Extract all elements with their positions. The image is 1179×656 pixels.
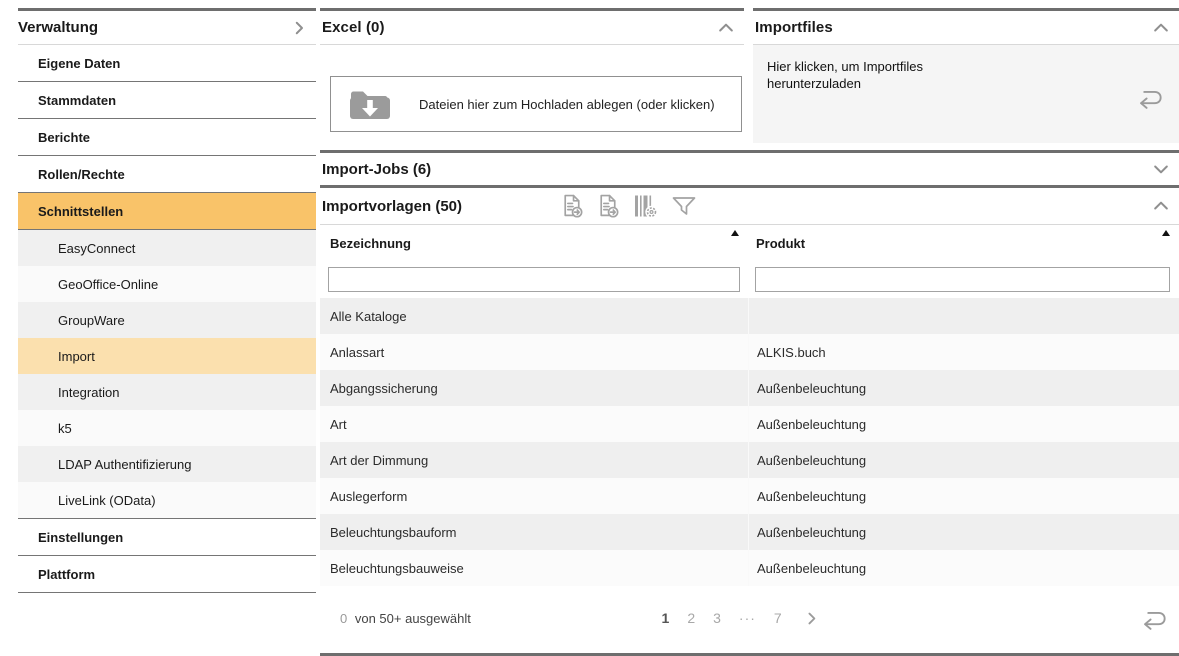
chevron-right-icon[interactable] (290, 19, 308, 37)
cell-produkt: Außenbeleuchtung (748, 406, 1179, 442)
sidebar-item-einstellungen[interactable]: Einstellungen (18, 519, 316, 556)
importvorlagen-panel (320, 185, 1179, 656)
return-arrow-icon[interactable] (1133, 87, 1163, 110)
file-dropzone[interactable] (330, 76, 742, 132)
cell-produkt: ALKIS.buch (748, 334, 1179, 370)
importfiles-panel (753, 8, 1179, 150)
folder-upload-icon (347, 85, 393, 123)
importfiles-download-hint[interactable]: Hier klicken, um Importfiles herunterzuladen (767, 59, 924, 91)
cell-bezeichnung: Art der Dimmung (330, 452, 429, 468)
column-label: Bezeichnung (330, 235, 411, 251)
filter-input-produkt[interactable] (755, 267, 1170, 292)
table-row[interactable] (320, 550, 1179, 586)
document-import-icon[interactable] (560, 193, 585, 219)
cell-produkt: Außenbeleuchtung (748, 370, 1179, 406)
cell-produkt: Außenbeleuchtung (748, 478, 1179, 514)
cell-bezeichnung: Beleuchtungsbauform (330, 524, 457, 540)
table-row[interactable] (320, 298, 1179, 334)
filter-cell (320, 261, 748, 298)
panel-gap (744, 8, 753, 150)
sidebar (0, 8, 316, 656)
sidebar-item-rollen-rechte[interactable]: Rollen/Rechte (18, 156, 316, 193)
sidebar-item-groupware[interactable]: GroupWare (18, 302, 316, 338)
sidebar-items (18, 45, 316, 593)
selection-info (340, 611, 471, 626)
table-row[interactable] (320, 478, 1179, 514)
import-jobs-header[interactable] (320, 150, 1179, 185)
sort-asc-icon (1162, 230, 1170, 236)
import-jobs-title: Import-Jobs (6) (322, 160, 432, 178)
pagination-page-3[interactable]: 3 (713, 610, 721, 626)
filter-cell (748, 261, 1179, 298)
pagination-page-1[interactable]: 1 (661, 610, 670, 626)
table-row[interactable] (320, 334, 1179, 370)
table-filter-row (320, 261, 1179, 298)
pagination-pages (653, 610, 791, 626)
filter-input-bezeichnung[interactable] (328, 267, 740, 292)
excel-panel-header[interactable] (320, 8, 744, 45)
importvorlagen-header[interactable] (320, 188, 1179, 225)
selection-label: von 50+ ausgewählt (354, 610, 471, 626)
sidebar-item-livelink-odata[interactable]: LiveLink (OData) (18, 482, 316, 518)
top-panels-row (320, 8, 1179, 150)
pagination-page-7[interactable]: 7 (773, 610, 782, 626)
pagination (653, 610, 820, 627)
chevron-up-icon[interactable] (716, 18, 736, 38)
document-import-icon[interactable] (596, 193, 621, 219)
importfiles-panel-header[interactable] (753, 8, 1179, 45)
column-header-produkt[interactable] (748, 225, 1179, 261)
cell-bezeichnung: Alle Kataloge (330, 308, 407, 324)
dropzone-label: Dateien hier zum Hochladen ablegen (oder klicken) (419, 96, 715, 112)
selection-count: 0 (340, 610, 348, 626)
pagination-page-2[interactable]: 2 (687, 610, 696, 626)
table-body (320, 298, 1179, 586)
chevron-down-icon[interactable] (1151, 159, 1171, 179)
sidebar-item-schnittstellen[interactable]: Schnittstellen (18, 193, 316, 230)
cell-produkt (748, 298, 1179, 334)
cell-produkt: Außenbeleuchtung (748, 550, 1179, 586)
column-header-bezeichnung[interactable] (320, 225, 748, 261)
sidebar-item-eigene-daten[interactable]: Eigene Daten (18, 45, 316, 82)
sidebar-item-plattform[interactable]: Plattform (18, 556, 316, 593)
table-header-row (320, 225, 1179, 261)
cell-bezeichnung: Abgangssicherung (330, 380, 438, 396)
table-row[interactable] (320, 514, 1179, 550)
cell-produkt: Außenbeleuchtung (748, 442, 1179, 478)
importfiles-panel-body (753, 45, 1179, 143)
sidebar-item-geooffice-online[interactable]: GeoOffice-Online (18, 266, 316, 302)
sidebar-title: Verwaltung (18, 19, 99, 36)
sidebar-item-import[interactable]: Import (18, 338, 316, 374)
table-footer (320, 586, 1179, 650)
table-row[interactable] (320, 370, 1179, 406)
sidebar-item-ldap-authentifizierung[interactable]: LDAP Authentifizierung (18, 446, 316, 482)
importvorlagen-toolbar (560, 193, 698, 219)
table-row[interactable] (320, 406, 1179, 442)
cell-bezeichnung: Auslegerform (330, 488, 408, 504)
cell-bezeichnung: Anlassart (330, 344, 385, 360)
pagination-ellipsis: ··· (738, 610, 756, 626)
chevron-up-icon[interactable] (1151, 18, 1171, 38)
importvorlagen-title: Importvorlagen (50) (322, 197, 463, 215)
importfiles-panel-title: Importfiles (755, 19, 833, 36)
sidebar-item-stammdaten[interactable]: Stammdaten (18, 82, 316, 119)
sidebar-header[interactable] (18, 8, 316, 45)
chevron-up-icon[interactable] (1151, 196, 1171, 216)
excel-panel-title: Excel (0) (322, 19, 385, 36)
excel-panel (320, 8, 744, 150)
cell-bezeichnung: Beleuchtungsbauweise (330, 560, 464, 576)
main-area (320, 8, 1179, 656)
sort-asc-icon (731, 230, 739, 236)
sidebar-item-k5[interactable]: k5 (18, 410, 316, 446)
next-page-icon[interactable] (803, 610, 820, 627)
sidebar-item-berichte[interactable]: Berichte (18, 119, 316, 156)
sidebar-item-integration[interactable]: Integration (18, 374, 316, 410)
sidebar-item-easyconnect[interactable]: EasyConnect (18, 230, 316, 266)
cell-bezeichnung: Art (330, 416, 347, 432)
excel-panel-body (320, 45, 744, 150)
cell-produkt: Außenbeleuchtung (748, 514, 1179, 550)
return-arrow-icon[interactable] (1137, 608, 1167, 631)
filter-icon[interactable] (670, 194, 698, 218)
column-label: Produkt (756, 235, 806, 251)
barcode-settings-icon[interactable] (632, 193, 659, 219)
table-row[interactable] (320, 442, 1179, 478)
